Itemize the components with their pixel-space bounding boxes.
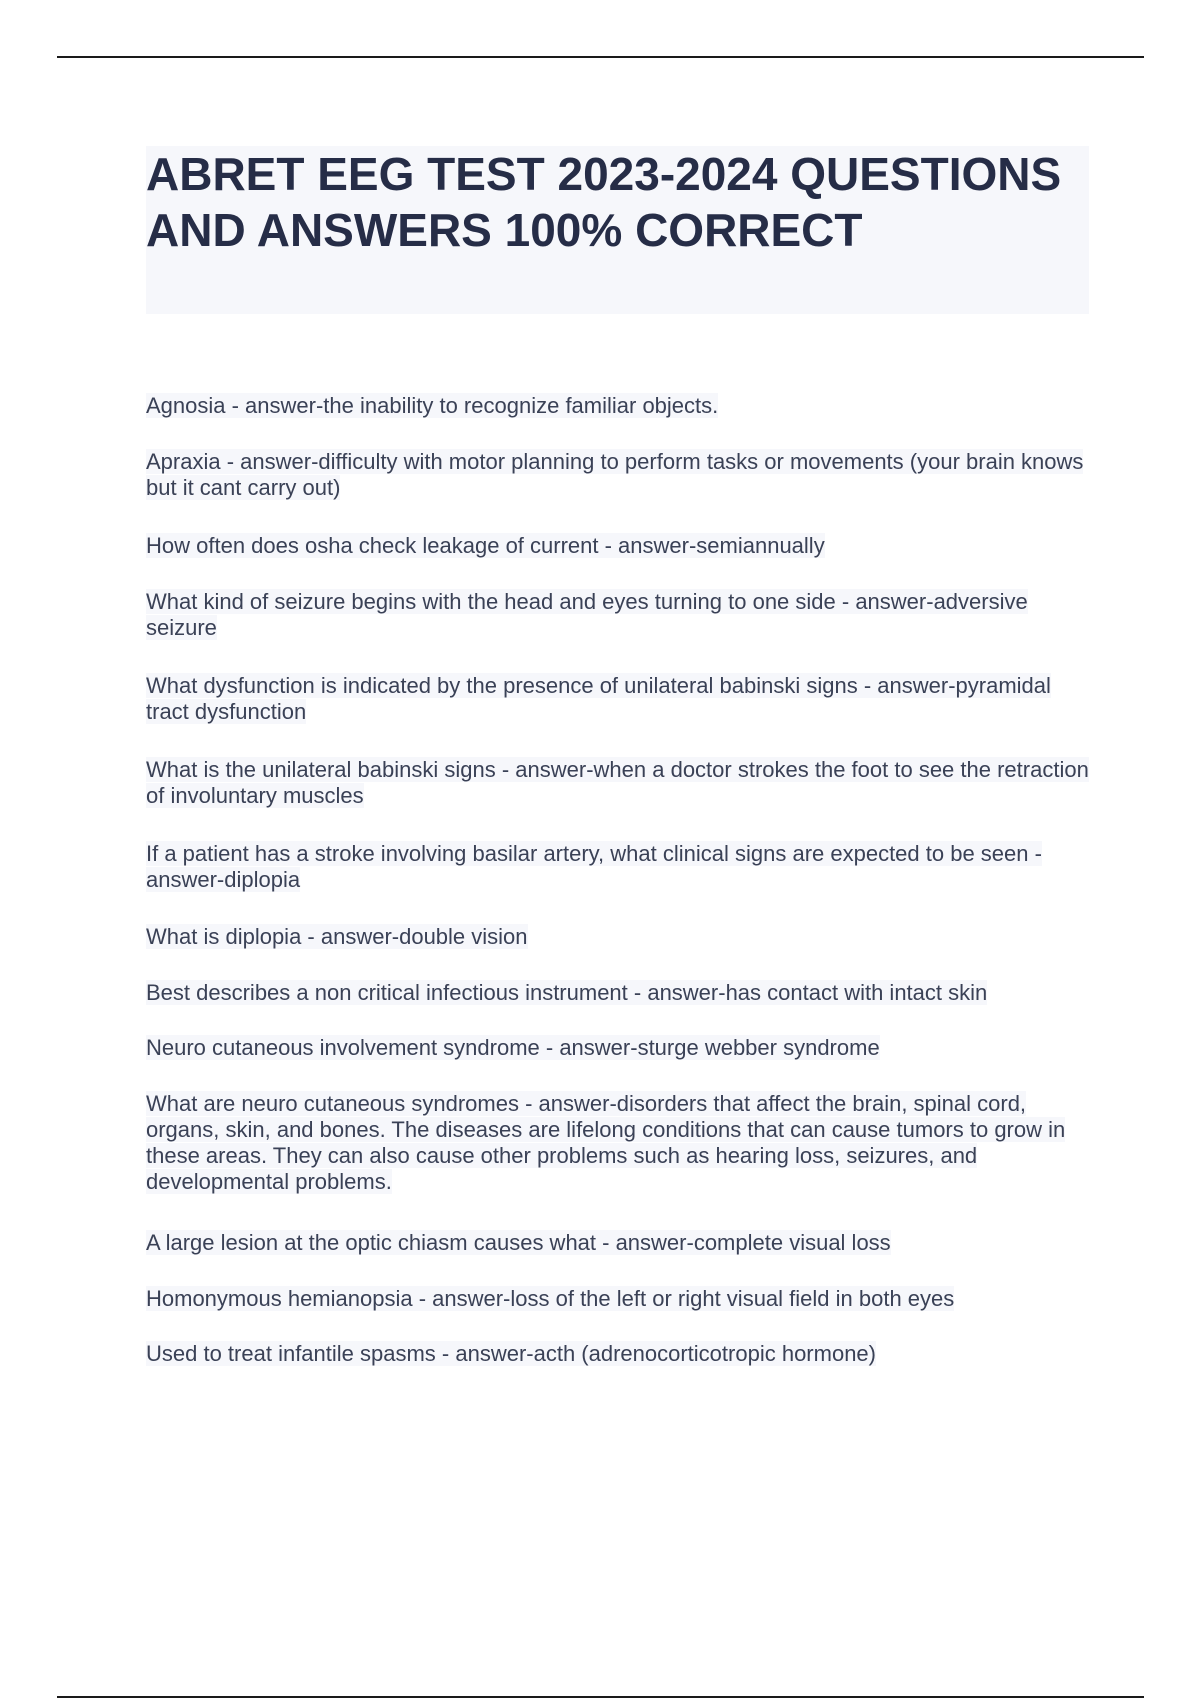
qa-item: Used to treat infantile spasms - answer-acth (adrenocorticotropic hormone) xyxy=(146,1341,876,1366)
qa-item: What is diplopia - answer-double vision xyxy=(146,924,528,949)
bottom-rule xyxy=(57,1696,1144,1698)
qa-item: If a patient has a stroke involving basilar artery, what clinical signs are expected to be seen - answer-diplopia xyxy=(146,841,1042,892)
top-rule xyxy=(57,56,1144,58)
qa-item: How often does osha check leakage of current - answer-semiannually xyxy=(146,533,825,558)
qa-item: A large lesion at the optic chiasm causes what - answer-complete visual loss xyxy=(146,1230,891,1255)
document-title: ABRET EEG TEST 2023-2024 QUESTIONS AND ANSWERS 100% CORRECT xyxy=(146,148,1062,256)
qa-item: Neuro cutaneous involvement syndrome - answer-sturge webber syndrome xyxy=(146,1035,880,1060)
qa-item: Agnosia - answer-the inability to recognize familiar objects. xyxy=(146,393,719,418)
qa-item: What is the unilateral babinski signs - answer-when a doctor strokes the foot to see the retraction of involuntary muscles xyxy=(146,757,1089,808)
qa-item: Best describes a non critical infectious instrument - answer-has contact with intact skin xyxy=(146,980,988,1005)
qa-item: Apraxia - answer-difficulty with motor planning to perform tasks or movements (your brain knows but it cant carry out) xyxy=(146,449,1084,500)
qa-item: Homonymous hemianopsia - answer-loss of the left or right visual field in both eyes xyxy=(146,1286,955,1311)
qa-item: What kind of seizure begins with the head and eyes turning to one side - answer-adversive seizure xyxy=(146,589,1028,640)
qa-item: What dysfunction is indicated by the presence of unilateral babinski signs - answer-pyramidal tract dysfunction xyxy=(146,673,1051,724)
qa-item: What are neuro cutaneous syndromes - answer-disorders that affect the brain, spinal cord, organs, skin, and bones. The diseases are lifelong conditions that can cause tumors to grow in these areas. They can also cause other problems such as hearing loss, seizures, and developmental problems. xyxy=(146,1091,1066,1194)
title-block xyxy=(146,146,1089,314)
